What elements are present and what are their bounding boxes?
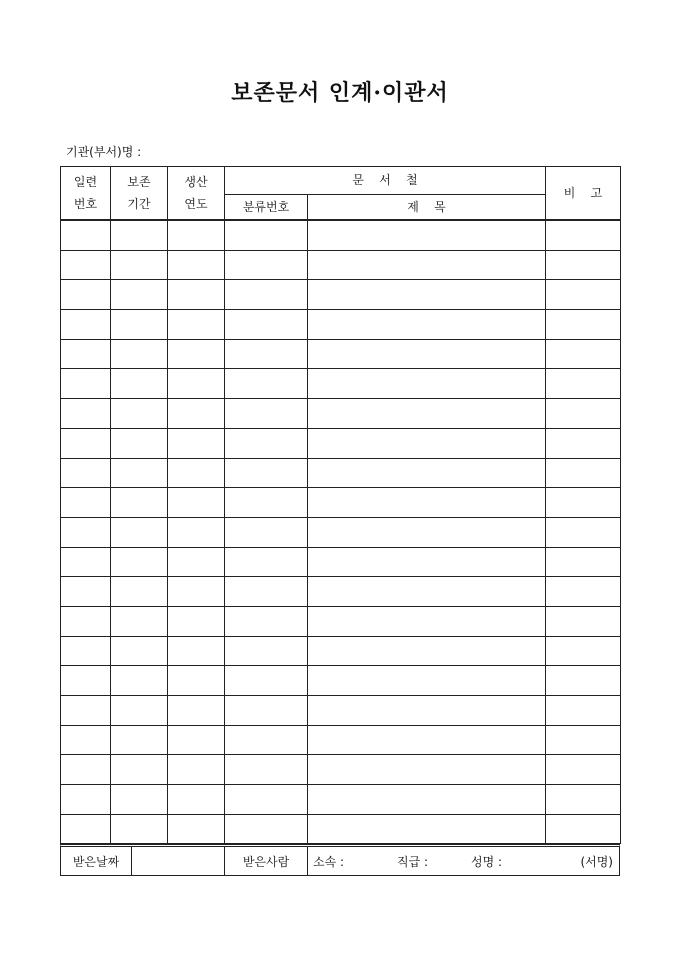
serial-cell[interactable] xyxy=(61,428,111,458)
remarks-cell[interactable] xyxy=(546,458,621,488)
doc-title-cell[interactable] xyxy=(308,814,546,844)
document-title: 보존문서 인계·이관서 xyxy=(231,80,449,106)
serial-cell[interactable] xyxy=(61,458,111,488)
production-cell[interactable] xyxy=(168,517,225,547)
doc-title-cell[interactable] xyxy=(308,785,546,815)
header-retention-line1: 보존 xyxy=(127,175,151,189)
serial-cell[interactable] xyxy=(61,399,111,429)
doc-title-cell[interactable] xyxy=(308,280,546,310)
doc-title-cell[interactable] xyxy=(308,666,546,696)
serial-cell[interactable] xyxy=(61,310,111,340)
remarks-cell[interactable] xyxy=(546,310,621,340)
table-row xyxy=(61,606,621,636)
table-row xyxy=(61,310,621,340)
retention-cell[interactable] xyxy=(111,339,168,369)
production-cell[interactable] xyxy=(168,250,225,280)
header-production-line2: 연도 xyxy=(184,197,208,211)
class-number-cell[interactable] xyxy=(225,280,308,310)
header-class-number-text: 분류번호 xyxy=(242,199,290,214)
table-row xyxy=(61,280,621,310)
class-number-cell[interactable] xyxy=(225,488,308,518)
retention-cell[interactable] xyxy=(111,280,168,310)
production-cell[interactable] xyxy=(168,399,225,429)
remarks-cell[interactable] xyxy=(546,488,621,518)
class-number-cell[interactable] xyxy=(225,369,308,399)
table-row xyxy=(61,458,621,488)
serial-cell[interactable] xyxy=(61,755,111,785)
header-class-number xyxy=(225,195,308,220)
class-number-cell[interactable] xyxy=(225,399,308,429)
table-row xyxy=(61,547,621,577)
serial-cell[interactable] xyxy=(61,488,111,518)
header-document-group xyxy=(225,167,546,195)
class-number-cell[interactable] xyxy=(225,785,308,815)
serial-cell[interactable] xyxy=(61,517,111,547)
class-number-cell[interactable] xyxy=(225,636,308,666)
received-date-label: 받은날짜 xyxy=(72,854,120,869)
serial-cell[interactable] xyxy=(61,725,111,755)
serial-cell[interactable] xyxy=(61,280,111,310)
doc-title-cell[interactable] xyxy=(308,221,546,251)
retention-cell[interactable] xyxy=(111,577,168,607)
remarks-cell[interactable] xyxy=(546,666,621,696)
remarks-cell[interactable] xyxy=(546,725,621,755)
production-cell[interactable] xyxy=(168,577,225,607)
doc-title-cell[interactable] xyxy=(308,428,546,458)
doc-title-cell[interactable] xyxy=(308,458,546,488)
header-remarks-text: 비 고 xyxy=(563,185,603,200)
serial-cell[interactable] xyxy=(61,577,111,607)
table-row xyxy=(61,369,621,399)
header-production-year xyxy=(168,167,225,220)
doc-title-cell[interactable] xyxy=(308,310,546,340)
serial-cell[interactable] xyxy=(61,369,111,399)
header-doc-title xyxy=(308,195,546,220)
serial-cell[interactable] xyxy=(61,785,111,815)
received-date-field[interactable] xyxy=(132,847,224,875)
production-cell[interactable] xyxy=(168,666,225,696)
serial-cell[interactable] xyxy=(61,666,111,696)
class-number-cell[interactable] xyxy=(225,458,308,488)
header-retention-period xyxy=(111,167,168,220)
organization-label: 기관(부서)명 : xyxy=(66,145,142,159)
serial-cell[interactable] xyxy=(61,339,111,369)
transfer-table xyxy=(60,166,621,844)
receipt-footer xyxy=(60,844,620,876)
production-cell[interactable] xyxy=(168,280,225,310)
retention-cell[interactable] xyxy=(111,517,168,547)
doc-title-cell[interactable] xyxy=(308,517,546,547)
retention-cell[interactable] xyxy=(111,547,168,577)
retention-cell[interactable] xyxy=(111,725,168,755)
table-row xyxy=(61,755,621,785)
class-number-cell[interactable] xyxy=(225,755,308,785)
remarks-cell[interactable] xyxy=(546,696,621,726)
serial-cell[interactable] xyxy=(61,547,111,577)
table-row xyxy=(61,221,621,251)
doc-title-cell[interactable] xyxy=(308,399,546,429)
production-cell[interactable] xyxy=(168,725,225,755)
production-cell[interactable] xyxy=(168,547,225,577)
table-row xyxy=(61,725,621,755)
retention-cell[interactable] xyxy=(111,488,168,518)
name-field[interactable]: 성명 : xyxy=(471,854,503,869)
class-number-cell[interactable] xyxy=(225,221,308,251)
table-row xyxy=(61,666,621,696)
footer-divider xyxy=(307,847,308,875)
header-serial-line2: 번호 xyxy=(73,197,98,211)
remarks-cell[interactable] xyxy=(546,577,621,607)
remarks-cell[interactable] xyxy=(546,814,621,844)
doc-title-cell[interactable] xyxy=(308,696,546,726)
serial-cell[interactable] xyxy=(61,636,111,666)
class-number-cell[interactable] xyxy=(225,577,308,607)
serial-cell[interactable] xyxy=(61,221,111,251)
production-cell[interactable] xyxy=(168,339,225,369)
table-row xyxy=(61,399,621,429)
production-cell[interactable] xyxy=(168,606,225,636)
table-row xyxy=(61,636,621,666)
doc-title-cell[interactable] xyxy=(308,339,546,369)
receiver-label: 받은사람 xyxy=(242,854,290,869)
production-cell[interactable] xyxy=(168,458,225,488)
remarks-cell[interactable] xyxy=(546,606,621,636)
remarks-cell[interactable] xyxy=(546,339,621,369)
table-row xyxy=(61,696,621,726)
doc-title-cell[interactable] xyxy=(308,577,546,607)
table-row xyxy=(61,785,621,815)
remarks-cell[interactable] xyxy=(546,547,621,577)
remarks-cell[interactable] xyxy=(546,636,621,666)
doc-title-cell[interactable] xyxy=(308,250,546,280)
retention-cell[interactable] xyxy=(111,369,168,399)
position-field[interactable]: 직급 : xyxy=(397,854,429,869)
retention-cell[interactable] xyxy=(111,606,168,636)
class-number-cell[interactable] xyxy=(225,428,308,458)
class-number-cell[interactable] xyxy=(225,250,308,280)
production-cell[interactable] xyxy=(168,814,225,844)
header-serial-line1: 일련 xyxy=(73,175,98,189)
serial-cell[interactable] xyxy=(61,696,111,726)
table-row xyxy=(61,428,621,458)
header-serial-number xyxy=(61,167,111,220)
class-number-cell[interactable] xyxy=(225,696,308,726)
retention-cell[interactable] xyxy=(111,785,168,815)
serial-cell[interactable] xyxy=(61,606,111,636)
remarks-cell[interactable] xyxy=(546,428,621,458)
production-cell[interactable] xyxy=(168,488,225,518)
production-cell[interactable] xyxy=(168,221,225,251)
remarks-cell[interactable] xyxy=(546,785,621,815)
class-number-cell[interactable] xyxy=(225,339,308,369)
affiliation-field[interactable]: 소속 : xyxy=(313,854,345,869)
class-number-cell[interactable] xyxy=(225,547,308,577)
header-retention-line2: 기간 xyxy=(127,197,151,211)
doc-title-cell[interactable] xyxy=(308,369,546,399)
serial-cell[interactable] xyxy=(61,814,111,844)
class-number-cell[interactable] xyxy=(225,814,308,844)
header-production-line1: 생산 xyxy=(184,175,208,189)
remarks-cell[interactable] xyxy=(546,221,621,251)
retention-cell[interactable] xyxy=(111,428,168,458)
doc-title-cell[interactable] xyxy=(308,725,546,755)
production-cell[interactable] xyxy=(168,428,225,458)
class-number-cell[interactable] xyxy=(225,517,308,547)
retention-cell[interactable] xyxy=(111,814,168,844)
production-cell[interactable] xyxy=(168,755,225,785)
retention-cell[interactable] xyxy=(111,310,168,340)
production-cell[interactable] xyxy=(168,785,225,815)
doc-title-cell[interactable] xyxy=(308,636,546,666)
table-row xyxy=(61,814,621,844)
retention-cell[interactable] xyxy=(111,250,168,280)
table-row xyxy=(61,517,621,547)
header-doc-title-text: 제 목 xyxy=(407,199,446,214)
production-cell[interactable] xyxy=(168,696,225,726)
production-cell[interactable] xyxy=(168,369,225,399)
doc-title-cell[interactable] xyxy=(308,606,546,636)
remarks-cell[interactable] xyxy=(546,369,621,399)
remarks-cell[interactable] xyxy=(546,517,621,547)
table-row xyxy=(61,577,621,607)
production-cell[interactable] xyxy=(168,636,225,666)
retention-cell[interactable] xyxy=(111,755,168,785)
production-cell[interactable] xyxy=(168,310,225,340)
table-row xyxy=(61,250,621,280)
remarks-cell[interactable] xyxy=(546,755,621,785)
serial-cell[interactable] xyxy=(61,250,111,280)
remarks-cell[interactable] xyxy=(546,399,621,429)
remarks-cell[interactable] xyxy=(546,250,621,280)
header-remarks xyxy=(546,167,621,220)
class-number-cell[interactable] xyxy=(225,725,308,755)
retention-cell[interactable] xyxy=(111,666,168,696)
table-row xyxy=(61,488,621,518)
remarks-cell[interactable] xyxy=(546,280,621,310)
doc-title-cell[interactable] xyxy=(308,547,546,577)
retention-cell[interactable] xyxy=(111,696,168,726)
retention-cell[interactable] xyxy=(111,458,168,488)
class-number-cell[interactable] xyxy=(225,310,308,340)
signature-label: (서명) xyxy=(580,854,613,869)
retention-cell[interactable] xyxy=(111,399,168,429)
header-document-group-text: 문 서 철 xyxy=(352,173,418,187)
doc-title-cell[interactable] xyxy=(308,755,546,785)
class-number-cell[interactable] xyxy=(225,606,308,636)
retention-cell[interactable] xyxy=(111,221,168,251)
retention-cell[interactable] xyxy=(111,636,168,666)
doc-title-cell[interactable] xyxy=(308,488,546,518)
class-number-cell[interactable] xyxy=(225,666,308,696)
table-row xyxy=(61,339,621,369)
